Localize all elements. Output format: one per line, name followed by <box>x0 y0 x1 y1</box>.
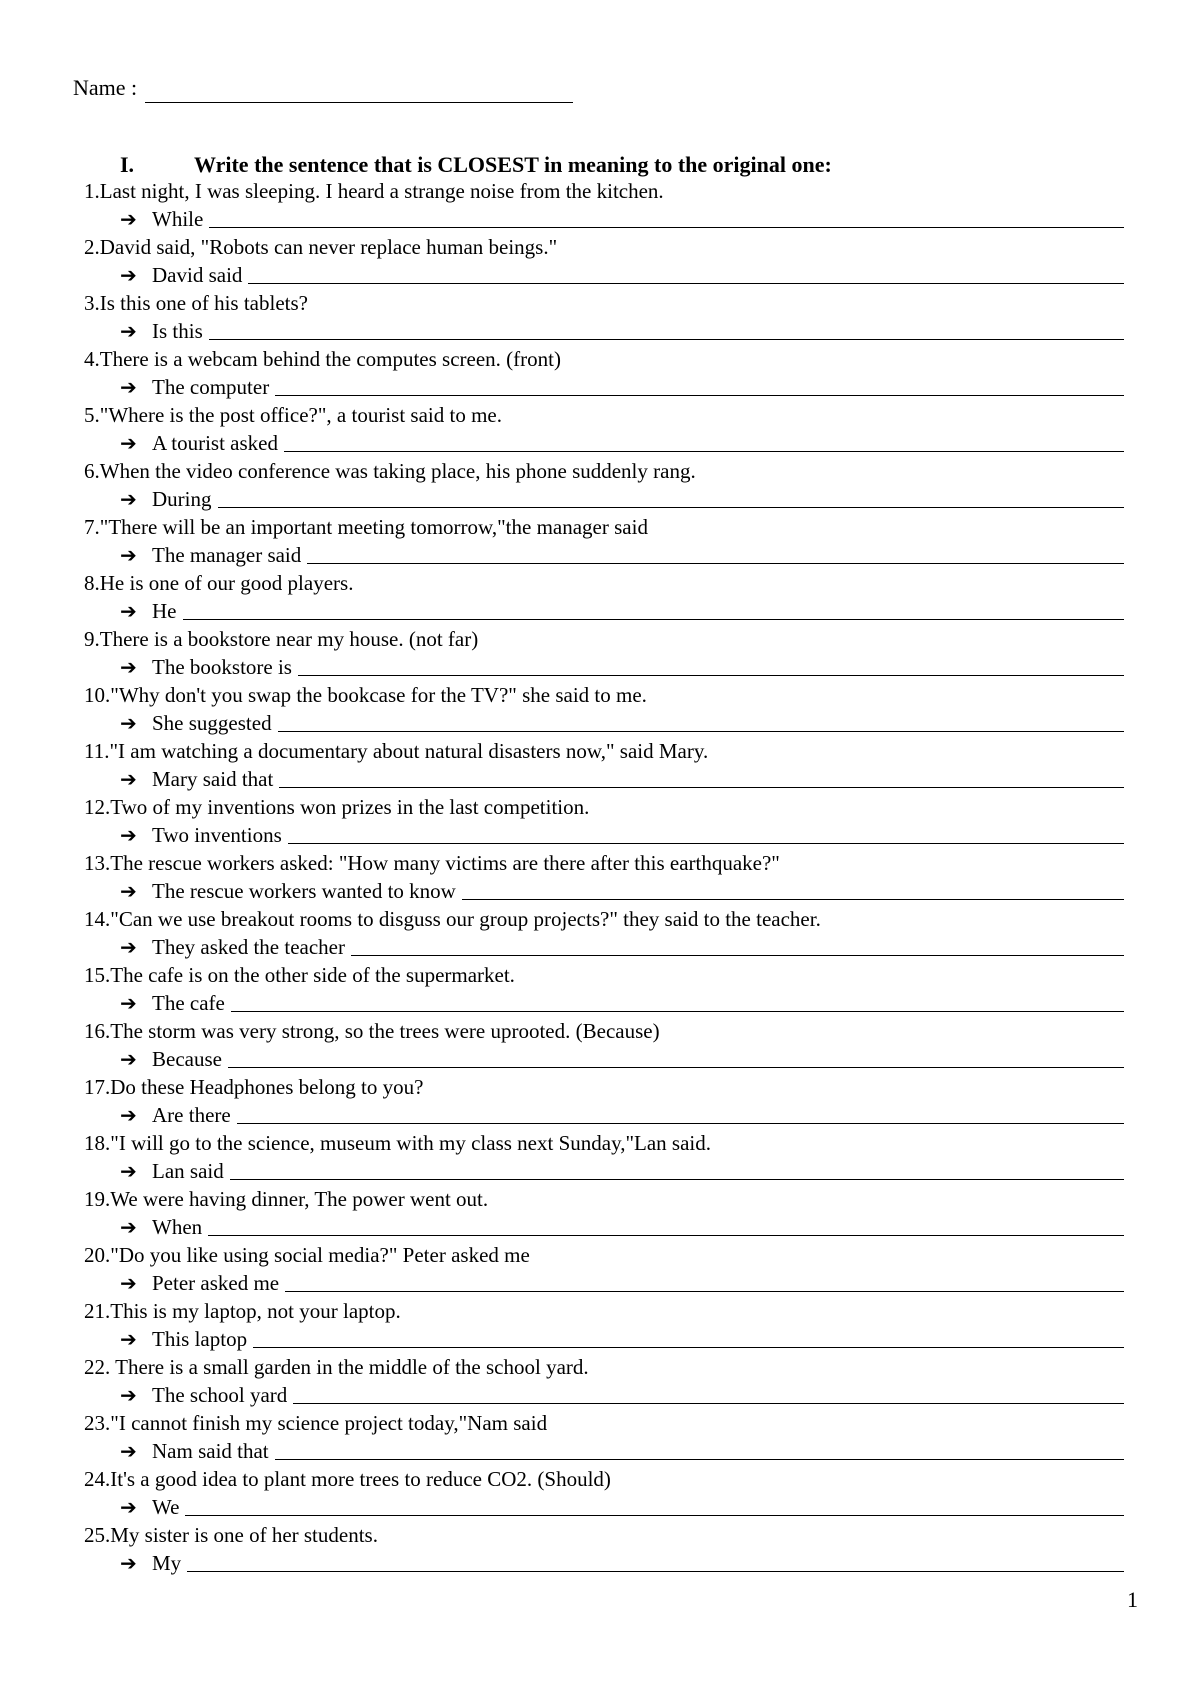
answer-prompt: Are there <box>152 1103 231 1127</box>
exercise-item <box>84 233 1124 289</box>
answer-row <box>120 989 1124 1017</box>
exercise-list <box>84 177 1124 1577</box>
arrow-right-icon: ➔ <box>120 263 137 287</box>
answer-blank-line[interactable] <box>218 506 1125 508</box>
answer-blank-line[interactable] <box>293 1402 1124 1404</box>
answer-blank-line[interactable] <box>230 1178 1124 1180</box>
exercise-item <box>84 793 1124 849</box>
exercise-item <box>84 1185 1124 1241</box>
answer-prompt: A tourist asked <box>152 431 278 455</box>
exercise-question: 3.Is this one of his tablets? <box>84 291 308 315</box>
answer-blank-line[interactable] <box>187 1570 1124 1572</box>
arrow-right-icon: ➔ <box>120 375 137 399</box>
exercise-item <box>84 961 1124 1017</box>
exercise-item <box>84 1297 1124 1353</box>
answer-prompt: We <box>152 1495 180 1519</box>
arrow-right-icon: ➔ <box>120 1327 137 1351</box>
name-label: Name : <box>73 75 138 100</box>
answer-blank-line[interactable] <box>253 1346 1124 1348</box>
exercise-question: 5."Where is the post office?", a tourist said to me. <box>84 403 502 427</box>
answer-prompt: Lan said <box>152 1159 224 1183</box>
arrow-right-icon: ➔ <box>120 543 137 567</box>
arrow-right-icon: ➔ <box>120 1215 137 1239</box>
exercise-item <box>84 457 1124 513</box>
answer-blank-line[interactable] <box>288 842 1124 844</box>
answer-row <box>120 1437 1124 1465</box>
answer-row <box>120 877 1124 905</box>
answer-row <box>120 541 1124 569</box>
answer-blank-line[interactable] <box>351 954 1124 956</box>
exercise-item <box>84 1073 1124 1129</box>
exercise-question: 8.He is one of our good players. <box>84 571 354 595</box>
answer-prompt: Is this <box>152 319 203 343</box>
answer-row <box>120 429 1124 457</box>
arrow-right-icon: ➔ <box>120 1439 137 1463</box>
arrow-right-icon: ➔ <box>120 1551 137 1575</box>
answer-blank-line[interactable] <box>231 1010 1124 1012</box>
arrow-right-icon: ➔ <box>120 487 137 511</box>
exercise-item <box>84 569 1124 625</box>
exercise-question: 19.We were having dinner, The power went out. <box>84 1187 489 1211</box>
section-number: I. <box>120 152 135 177</box>
exercise-question: 7."There will be an important meeting tomorrow,"the manager said <box>84 515 648 539</box>
answer-row <box>120 205 1124 233</box>
answer-blank-line[interactable] <box>183 618 1125 620</box>
answer-row <box>120 821 1124 849</box>
answer-row <box>120 1269 1124 1297</box>
exercise-question: 1.Last night, I was sleeping. I heard a strange noise from the kitchen. <box>84 179 664 203</box>
exercise-item <box>84 905 1124 961</box>
answer-row <box>120 653 1124 681</box>
exercise-question: 6.When the video conference was taking place, his phone suddenly rang. <box>84 459 696 483</box>
exercise-item <box>84 849 1124 905</box>
exercise-question: 10."Why don't you swap the bookcase for the TV?" she said to me. <box>84 683 647 707</box>
exercise-question: 2.David said, "Robots can never replace human beings." <box>84 235 558 259</box>
answer-prompt: The cafe <box>152 991 225 1015</box>
answer-prompt: Nam said that <box>152 1439 269 1463</box>
exercise-item <box>84 1129 1124 1185</box>
answer-prompt: She suggested <box>152 711 272 735</box>
arrow-right-icon: ➔ <box>120 767 137 791</box>
exercise-question: 25.My sister is one of her students. <box>84 1523 378 1547</box>
answer-prompt: He <box>152 599 177 623</box>
answer-prompt: The rescue workers wanted to know <box>152 879 456 903</box>
answer-blank-line[interactable] <box>208 1234 1124 1236</box>
exercise-question: 18."I will go to the science, museum with my class next Sunday,"Lan said. <box>84 1131 712 1155</box>
answer-prompt: The manager said <box>152 543 302 567</box>
answer-blank-line[interactable] <box>209 226 1124 228</box>
answer-row <box>120 1549 1124 1577</box>
answer-prompt: The school yard <box>152 1383 288 1407</box>
answer-blank-line[interactable] <box>462 898 1124 900</box>
answer-blank-line[interactable] <box>284 450 1124 452</box>
answer-row <box>120 1493 1124 1521</box>
answer-blank-line[interactable] <box>285 1290 1124 1292</box>
exercise-question: 20."Do you like using social media?" Peter asked me <box>84 1243 530 1267</box>
answer-blank-line[interactable] <box>307 562 1124 564</box>
answer-prompt: While <box>152 207 204 231</box>
answer-row <box>120 1213 1124 1241</box>
answer-prompt: Two inventions <box>152 823 282 847</box>
arrow-right-icon: ➔ <box>120 319 137 343</box>
answer-prompt: This laptop <box>152 1327 248 1351</box>
exercise-item <box>84 737 1124 793</box>
answer-prompt: When <box>152 1215 203 1239</box>
answer-prompt: Peter asked me <box>152 1271 280 1295</box>
answer-blank-line[interactable] <box>237 1122 1124 1124</box>
arrow-right-icon: ➔ <box>120 1271 137 1295</box>
answer-row <box>120 1101 1124 1129</box>
answer-row <box>120 1325 1124 1353</box>
answer-row <box>120 1045 1124 1073</box>
answer-blank-line[interactable] <box>185 1514 1124 1516</box>
answer-row <box>120 933 1124 961</box>
exercise-item <box>84 345 1124 401</box>
exercise-question: 12.Two of my inventions won prizes in the last competition. <box>84 795 590 819</box>
section-title: Write the sentence that is CLOSEST in meaning to the original one: <box>194 152 832 177</box>
arrow-right-icon: ➔ <box>120 1103 137 1127</box>
arrow-right-icon: ➔ <box>120 823 137 847</box>
answer-prompt: They asked the teacher <box>152 935 345 959</box>
arrow-right-icon: ➔ <box>120 1047 137 1071</box>
answer-blank-line[interactable] <box>298 674 1124 676</box>
exercise-item <box>84 177 1124 233</box>
answer-blank-line[interactable] <box>248 282 1124 284</box>
exercise-question: 16.The storm was very strong, so the trees were uprooted. (Because) <box>84 1019 660 1043</box>
answer-row <box>120 709 1124 737</box>
answer-prompt: During <box>152 487 212 511</box>
arrow-right-icon: ➔ <box>120 1495 137 1519</box>
answer-prompt: Mary said that <box>152 767 274 791</box>
exercise-item <box>84 1353 1124 1409</box>
section-heading <box>120 150 832 180</box>
exercise-question: 17.Do these Headphones belong to you? <box>84 1075 424 1099</box>
exercise-item <box>84 1521 1124 1577</box>
answer-row <box>120 1157 1124 1185</box>
exercise-question: 9.There is a bookstore near my house. (not far) <box>84 627 479 651</box>
exercise-question: 15.The cafe is on the other side of the supermarket. <box>84 963 515 987</box>
arrow-right-icon: ➔ <box>120 207 137 231</box>
answer-row <box>120 485 1124 513</box>
exercise-question: 22. There is a small garden in the middle of the school yard. <box>84 1355 589 1379</box>
answer-blank-line[interactable] <box>278 730 1124 732</box>
answer-row <box>120 1381 1124 1409</box>
answer-blank-line[interactable] <box>275 394 1124 396</box>
name-field-row <box>73 73 573 103</box>
answer-row <box>120 317 1124 345</box>
arrow-right-icon: ➔ <box>120 935 137 959</box>
arrow-right-icon: ➔ <box>120 655 137 679</box>
answer-row <box>120 765 1124 793</box>
page-number: 1 <box>1127 1587 1138 1612</box>
answer-row <box>120 261 1124 289</box>
name-blank-line[interactable] <box>145 80 573 103</box>
exercise-question: 11."I am watching a documentary about natural disasters now," said Mary. <box>84 739 709 763</box>
answer-prompt: The bookstore is <box>152 655 292 679</box>
exercise-question: 21.This is my laptop, not your laptop. <box>84 1299 401 1323</box>
exercise-item <box>84 289 1124 345</box>
exercise-item <box>84 401 1124 457</box>
exercise-item <box>84 1017 1124 1073</box>
arrow-right-icon: ➔ <box>120 711 137 735</box>
exercise-question: 23."I cannot finish my science project today,"Nam said <box>84 1411 548 1435</box>
answer-row <box>120 597 1124 625</box>
exercise-question: 14."Can we use breakout rooms to disguss our group projects?" they said to the teacher. <box>84 907 821 931</box>
exercise-item <box>84 1241 1124 1297</box>
exercise-item <box>84 513 1124 569</box>
arrow-right-icon: ➔ <box>120 1159 137 1183</box>
answer-prompt: Because <box>152 1047 222 1071</box>
exercise-item <box>84 1409 1124 1465</box>
answer-blank-line[interactable] <box>279 786 1124 788</box>
answer-prompt: My <box>152 1551 182 1575</box>
arrow-right-icon: ➔ <box>120 431 137 455</box>
answer-prompt: The computer <box>152 375 270 399</box>
answer-prompt: David said <box>152 263 243 287</box>
exercise-item <box>84 1465 1124 1521</box>
answer-blank-line[interactable] <box>209 338 1124 340</box>
exercise-question: 4.There is a webcam behind the computes screen. (front) <box>84 347 561 371</box>
exercise-item <box>84 625 1124 681</box>
answer-blank-line[interactable] <box>275 1458 1124 1460</box>
exercise-question: 13.The rescue workers asked: "How many victims are there after this earthquake?" <box>84 851 780 875</box>
arrow-right-icon: ➔ <box>120 1383 137 1407</box>
answer-blank-line[interactable] <box>228 1066 1124 1068</box>
arrow-right-icon: ➔ <box>120 879 137 903</box>
exercise-item <box>84 681 1124 737</box>
answer-row <box>120 373 1124 401</box>
exercise-question: 24.It's a good idea to plant more trees to reduce CO2. (Should) <box>84 1467 611 1491</box>
arrow-right-icon: ➔ <box>120 599 137 623</box>
arrow-right-icon: ➔ <box>120 991 137 1015</box>
